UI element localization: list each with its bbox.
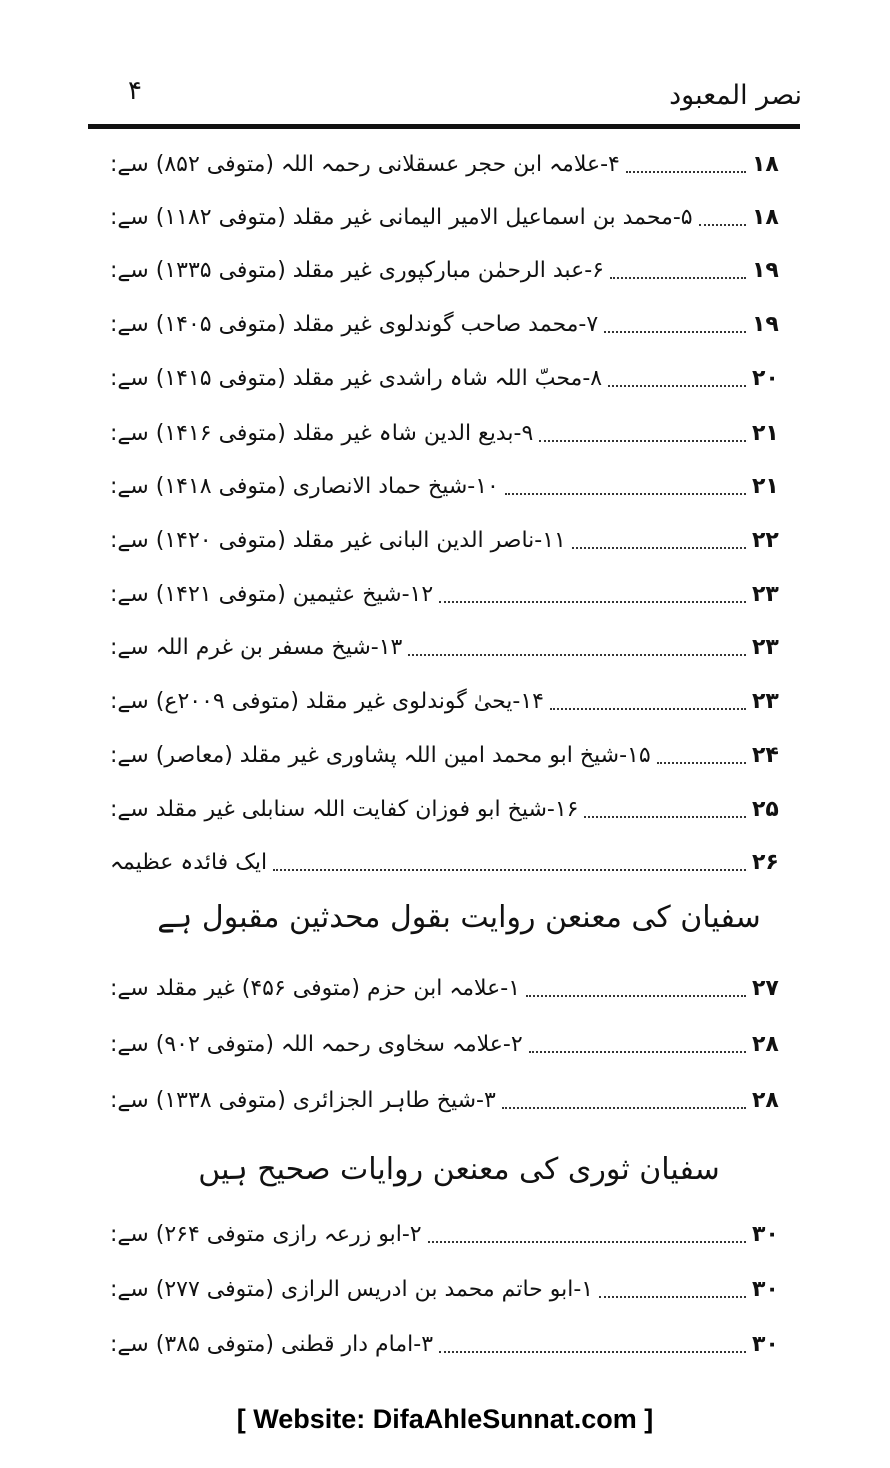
toc-entry [110, 1076, 808, 1124]
website-footer: [ Website: DifaAhleSunnat.com ] [236, 1404, 654, 1434]
toc-entry-page: ۲۴ [752, 742, 779, 768]
toc-entry [110, 731, 808, 779]
toc-entry-page: ۱۹ [752, 257, 779, 283]
toc-entry-page: ۱۸ [752, 204, 779, 230]
toc-entry-title: ۶-عبد الرحمٰن مبارکپوری غیر مقلد (متوفی ۱۳۳۵) سے: [110, 257, 604, 283]
toc-entry [110, 677, 808, 725]
leader-dots [273, 869, 746, 871]
toc-entry [110, 516, 808, 564]
toc-entry-page: ۲۶ [752, 849, 779, 875]
toc-entry [110, 1210, 808, 1258]
leader-dots [439, 1351, 746, 1353]
page-header [88, 72, 802, 122]
toc-entry-title: ۵-محمد بن اسماعیل الامیر الیمانی غیر مقلد (متوفی ۱۱۸۲) سے: [110, 204, 693, 230]
toc-entry-title: ۱۳-شیخ مسفر بن غرم اللہ سے: [110, 634, 403, 660]
toc-entry-title: ۷-محمد صاحب گوندلوی غیر مقلد (متوفی ۱۴۰۵) سے: [110, 311, 599, 337]
leader-dots [608, 385, 746, 387]
toc-entry [110, 300, 808, 348]
toc-entry-page: ۳۰ [752, 1221, 779, 1247]
leader-dots [505, 493, 746, 495]
leader-dots [408, 654, 746, 656]
leader-dots [572, 547, 746, 549]
toc-entry-title: ۱-علامہ ابن حزم (متوفی ۴۵۶) غیر مقلد سے: [110, 975, 521, 1001]
toc-entry-page: ۲۱ [752, 420, 779, 446]
toc-entry [110, 1020, 808, 1068]
toc-entry [110, 785, 808, 833]
toc-entry-page: ۲۳ [752, 634, 779, 660]
leader-dots [502, 1107, 746, 1109]
toc-entry-page: ۳۰ [752, 1331, 779, 1357]
toc-entry-title: ۱۴-یحیٰ گوندلوی غیر مقلد (متوفی ۲۰۰۹ع) سے: [110, 688, 544, 714]
toc-entry-title: ۸-محبّ اللہ شاہ راشدی غیر مقلد (متوفی ۱۴۱۵) سے: [110, 365, 603, 391]
toc-entry-title: ۲-علامہ سخاوی رحمہ اللہ (متوفی ۹۰۲) سے: [110, 1031, 523, 1057]
book-title: نصر المعبود [669, 80, 802, 111]
leader-dots [428, 1241, 746, 1243]
toc-entry [110, 409, 808, 457]
toc-entry [110, 1320, 808, 1368]
leader-dots [550, 708, 746, 710]
leader-dots [626, 171, 746, 173]
toc-entry [110, 246, 808, 294]
leader-dots [599, 1296, 746, 1298]
leader-dots [604, 331, 746, 333]
toc-entry-title: ۲-ابو زرعہ رازی متوفی ۲۶۴) سے: [110, 1221, 422, 1247]
toc-entry-page: ۲۳ [752, 688, 779, 714]
page-number: ۴ [128, 76, 142, 106]
header-rule [88, 124, 800, 129]
leader-dots [439, 601, 746, 603]
leader-dots [539, 440, 746, 442]
toc-entry-title: ۱۲-شیخ عثیمین (متوفی ۱۴۲۱) سے: [110, 581, 434, 607]
toc-entry-page: ۲۷ [752, 975, 779, 1001]
leader-dots [657, 762, 746, 764]
toc-entry [110, 462, 808, 510]
toc-entry-title: ۱-ابو حاتم محمد بن ادریس الرازی (متوفی ۲۷۷) سے: [110, 1276, 594, 1302]
toc-entry-page: ۲۵ [752, 796, 779, 822]
toc-entry-title: ۱۱-ناصر الدین البانی غیر مقلد (متوفی ۱۴۲۰) سے: [110, 527, 566, 553]
toc-entry-page: ۳۰ [752, 1276, 779, 1302]
leader-dots [699, 224, 746, 226]
toc-entry [110, 838, 808, 886]
leader-dots [610, 277, 746, 279]
toc-entry-title: ۱۶-شیخ ابو فوزان کفایت اللہ سنابلی غیر مقلد سے: [110, 796, 579, 822]
toc-entry-title: ۳-امام دار قطنی (متوفی ۳۸۵) سے: [110, 1331, 434, 1357]
toc-entry-page: ۲۰ [752, 365, 779, 391]
toc-entry-page: ۲۲ [752, 527, 779, 553]
toc-entry [110, 964, 808, 1012]
toc-entry [110, 354, 808, 402]
toc-entry-title: ایک فائدہ عظیمہ [110, 849, 268, 875]
leader-dots [584, 816, 746, 818]
section-heading: سفیان ثوری کی معنعن روایات صحیح ہیں [198, 1152, 720, 1187]
leader-dots [529, 1051, 746, 1053]
leader-dots [526, 995, 746, 997]
toc-entry-page: ۲۳ [752, 581, 779, 607]
toc-entry-page: ۲۸ [752, 1031, 779, 1057]
toc-entry-page: ۱۹ [752, 311, 779, 337]
toc-entry-title: ۴-علامہ ابن حجر عسقلانی رحمہ اللہ (متوفی ۸۵۲) سے: [110, 151, 620, 177]
toc-entry [110, 193, 808, 241]
toc-entry-title: ۹-بدیع الدین شاہ غیر مقلد (متوفی ۱۴۱۶) سے: [110, 420, 534, 446]
toc-entry-title: ۳-شیخ طاہر الجزائری (متوفی ۱۳۳۸) سے: [110, 1087, 496, 1113]
toc-entry-page: ۲۱ [752, 473, 779, 499]
toc-entry [110, 1265, 808, 1313]
toc-entry [110, 140, 808, 188]
toc-entry [110, 570, 808, 618]
section-heading: سفیان کی معنعن روایت بقول محدثین مقبول ہے [157, 900, 761, 935]
toc-entry-page: ۲۸ [752, 1087, 779, 1113]
toc-entry-title: ۱۵-شیخ ابو محمد امین اللہ پشاوری غیر مقلد (معاصر) سے: [110, 742, 651, 768]
toc-entry [110, 623, 808, 671]
toc-entry-title: ۱۰-شیخ حماد الانصاری (متوفی ۱۴۱۸) سے: [110, 473, 499, 499]
toc-entry-page: ۱۸ [752, 151, 779, 177]
